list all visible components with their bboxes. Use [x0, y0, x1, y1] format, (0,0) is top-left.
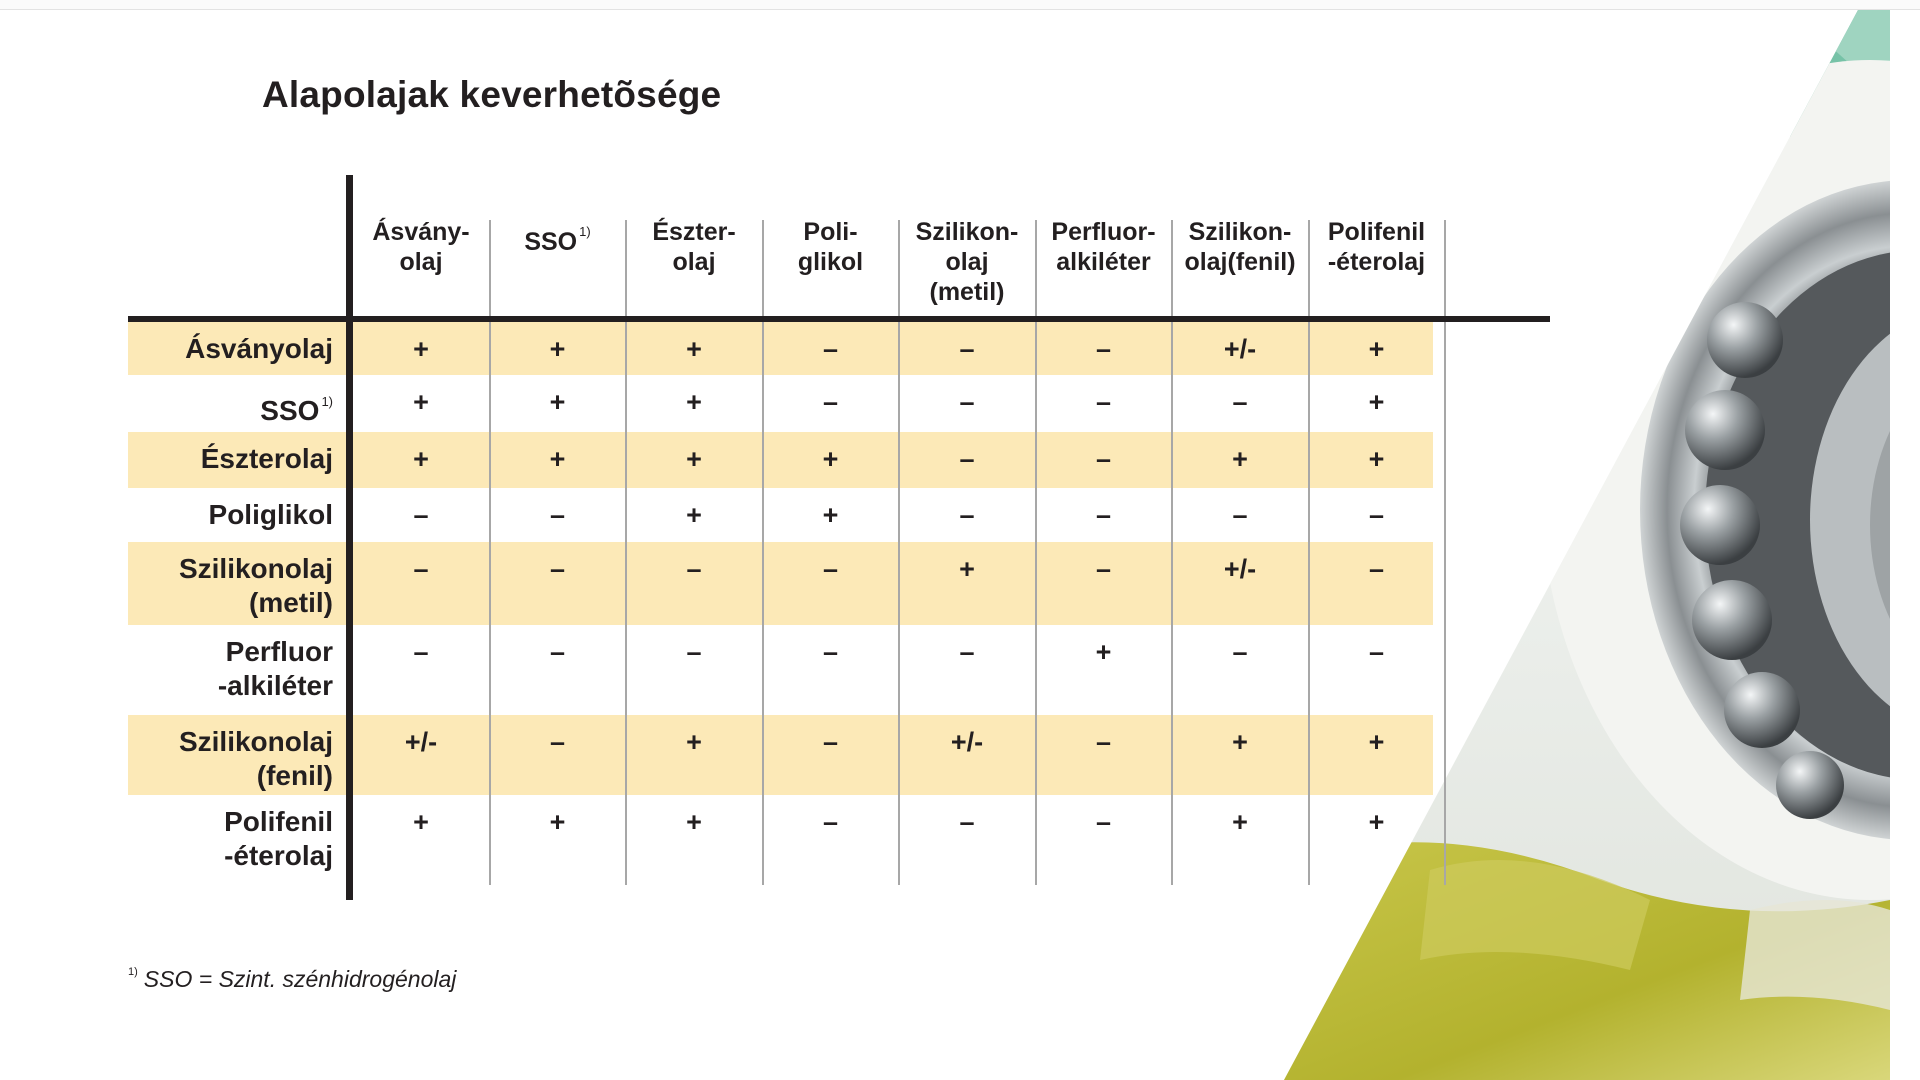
compatibility-cell: –	[822, 387, 839, 417]
column-header-label: Észter- olaj	[652, 218, 736, 276]
compatibility-cell: +	[413, 444, 429, 474]
compatibility-cell: –	[1095, 807, 1112, 837]
compatibility-table	[128, 175, 1548, 905]
column-header	[763, 217, 899, 277]
compatibility-cell: –	[1232, 387, 1248, 417]
compatibility-cell: –	[822, 334, 839, 364]
compatibility-cell: +	[1232, 444, 1248, 474]
compatibility-cell: +/-	[1223, 554, 1257, 584]
column-header-label: Ásvány- olaj	[372, 218, 470, 276]
row-header-label: Ásványolaj	[185, 333, 333, 364]
compatibility-cell: –	[1368, 554, 1385, 584]
compatibility-cell: –	[686, 637, 702, 667]
compatibility-cell: +/-	[950, 727, 984, 757]
compatibility-cell: –	[1095, 554, 1112, 584]
compatibility-cell: –	[1368, 637, 1385, 667]
row-header	[128, 332, 333, 366]
row-header-label: Szilikonolaj (metil)	[178, 553, 333, 618]
compatibility-cell: –	[413, 637, 429, 667]
compatibility-cell: +	[549, 444, 566, 474]
row-header-label: Poliglikol	[208, 499, 333, 530]
row-header-label: Szilikonolaj (fenil)	[178, 726, 333, 791]
compatibility-cell: +	[686, 444, 702, 474]
compatibility-cell: –	[959, 500, 975, 530]
compatibility-cell: +	[549, 807, 566, 837]
compatibility-cell: +	[1368, 387, 1385, 417]
row-header	[128, 552, 333, 620]
column-header	[626, 217, 762, 277]
compatibility-cell: –	[413, 500, 429, 530]
compatibility-cell: +	[686, 334, 702, 364]
compatibility-cell: –	[1232, 500, 1248, 530]
compatibility-cell: –	[549, 727, 566, 757]
compatibility-cell: +	[686, 807, 702, 837]
compatibility-cell: –	[1368, 500, 1385, 530]
compatibility-cell: +	[413, 334, 429, 364]
footnote-marker: 1)	[128, 966, 138, 978]
table-vertical-axis	[346, 175, 353, 900]
compatibility-cell: +	[549, 387, 566, 417]
compatibility-cell: –	[959, 334, 975, 364]
compatibility-cell: –	[1095, 500, 1112, 530]
compatibility-cell: +	[1368, 727, 1385, 757]
column-header-label: Szilikon- olaj (metil)	[915, 218, 1019, 306]
compatibility-cell: +	[822, 500, 839, 530]
footnote-text: SSO = Szint. szénhidrogénolaj	[143, 966, 457, 992]
compatibility-cell: +	[686, 727, 702, 757]
column-header	[899, 217, 1035, 307]
compatibility-cell: –	[1095, 334, 1112, 364]
compatibility-cell: +	[686, 500, 702, 530]
compatibility-cell: –	[959, 637, 975, 667]
column-header	[490, 217, 626, 257]
compatibility-cell: –	[822, 637, 839, 667]
row-header-label: Polifenil -éterolaj	[224, 806, 333, 871]
column-header	[353, 217, 489, 277]
row-header	[128, 442, 333, 476]
compatibility-cell: –	[1232, 637, 1248, 667]
column-header	[1309, 217, 1445, 277]
column-header-label: Polifenil -éterolaj	[1327, 218, 1426, 276]
compatibility-cell: –	[822, 727, 839, 757]
row-header-label: Perfluor -alkiléter	[217, 636, 333, 701]
compatibility-cell: +	[686, 387, 702, 417]
compatibility-cell: +	[1232, 807, 1248, 837]
compatibility-cell: –	[1095, 727, 1112, 757]
footnote-ref: 1)	[321, 394, 333, 409]
compatibility-cell: –	[1095, 387, 1112, 417]
compatibility-cell: –	[959, 387, 975, 417]
footnote-ref: 1)	[579, 224, 591, 239]
compatibility-cell: +	[413, 387, 429, 417]
column-header	[1036, 217, 1172, 277]
compatibility-cell: +	[1368, 444, 1385, 474]
compatibility-cell: –	[822, 807, 839, 837]
compatibility-cell: +	[959, 554, 975, 584]
row-header	[128, 385, 333, 428]
compatibility-cell: –	[1095, 444, 1112, 474]
compatibility-cell: –	[822, 554, 839, 584]
compatibility-cell: –	[686, 554, 702, 584]
top-border	[0, 0, 1920, 10]
column-header-label: Perfluor- alkiléter	[1051, 218, 1156, 276]
compatibility-cell: +/-	[404, 727, 438, 757]
footnote	[128, 966, 456, 993]
compatibility-cell: +	[1368, 334, 1385, 364]
compatibility-cell: –	[549, 554, 566, 584]
row-header	[128, 635, 333, 703]
compatibility-cell: –	[549, 637, 566, 667]
compatibility-cell: –	[959, 444, 975, 474]
column-header	[1172, 217, 1308, 277]
page-title: Alapolajak keverhetõsége	[262, 74, 722, 115]
compatibility-cell: +/-	[1223, 334, 1257, 364]
compatibility-cell: +	[1232, 727, 1248, 757]
column-header-label: Poli- glikol	[797, 218, 864, 276]
compatibility-cell: –	[549, 500, 566, 530]
compatibility-cell: +	[549, 334, 566, 364]
compatibility-cell: +	[822, 444, 839, 474]
row-header-label: SSO	[260, 395, 320, 426]
column-header-label: SSO	[524, 228, 578, 256]
compatibility-cell: +	[1368, 807, 1385, 837]
compatibility-cell: +	[1095, 637, 1112, 667]
compatibility-cell: +	[413, 807, 429, 837]
row-header	[128, 725, 333, 793]
row-header-label: Észterolaj	[200, 443, 333, 474]
table-horizontal-axis	[128, 316, 1550, 322]
column-header-label: Szilikon- olaj(fenil)	[1184, 218, 1296, 276]
row-header	[128, 805, 333, 873]
compatibility-cell: –	[413, 554, 429, 584]
compatibility-cell: –	[959, 807, 975, 837]
row-header	[128, 498, 333, 532]
